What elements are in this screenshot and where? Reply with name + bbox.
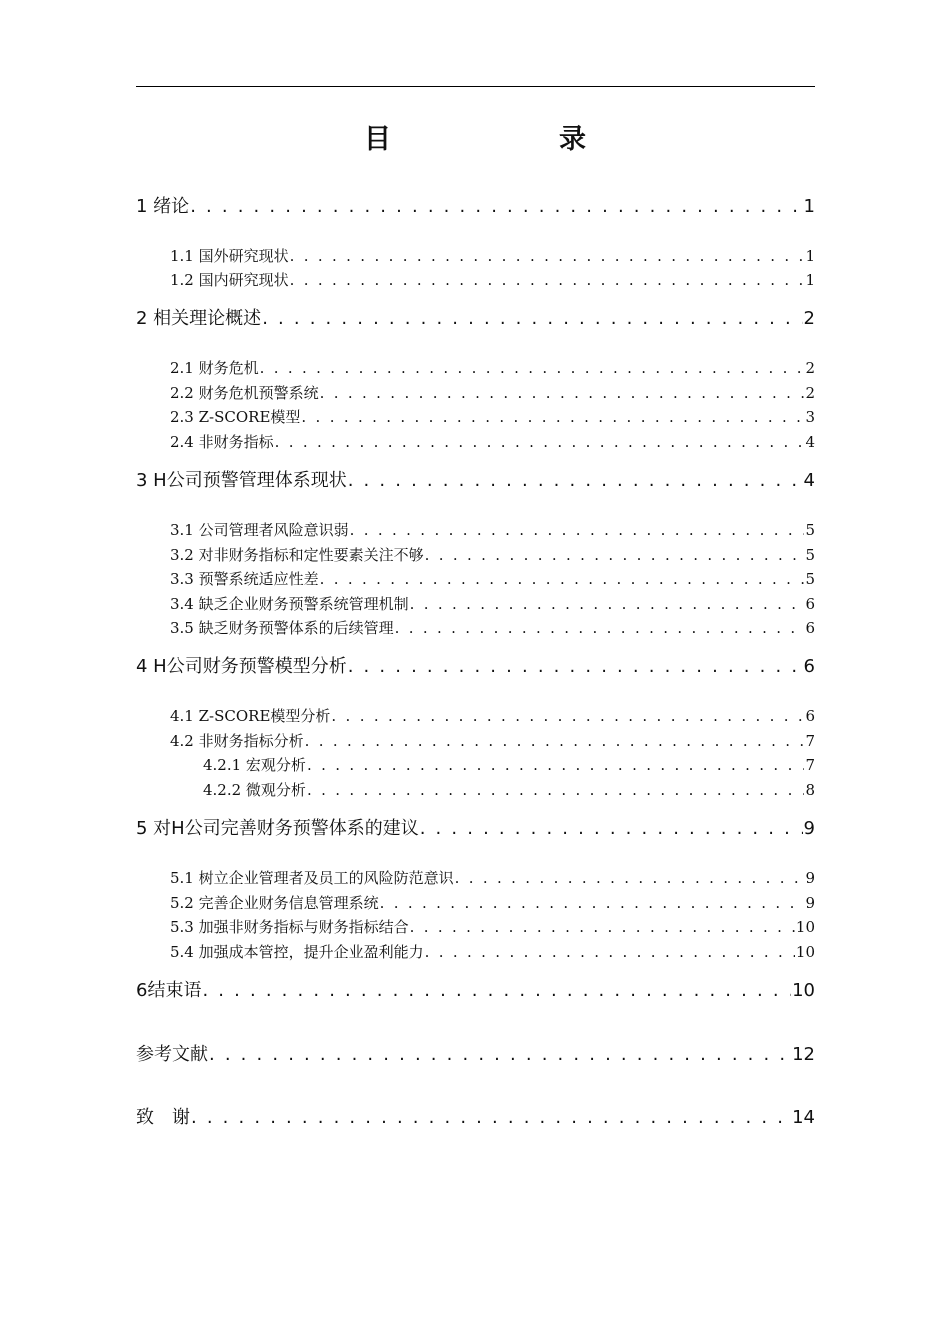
toc-entry-page: 5	[805, 521, 815, 539]
dot-leader	[275, 432, 805, 452]
toc-entry-4-2[interactable]	[170, 731, 815, 751]
toc-entry-2-1[interactable]	[170, 358, 815, 378]
toc-entry-5-3[interactable]	[170, 917, 815, 937]
dot-leader	[425, 942, 795, 962]
dot-leader	[455, 868, 805, 888]
toc-entry-1[interactable]	[136, 195, 815, 219]
toc-entry-label: 3.5 缺乏财务预警体系的后续管理	[170, 619, 394, 637]
toc-entry-page: 1	[805, 247, 815, 265]
toc-entry-2-4[interactable]	[170, 432, 815, 452]
toc-entry-page: 7	[805, 732, 815, 750]
toc-entry-label: 4.2.2 微观分析	[203, 781, 306, 799]
dot-leader	[307, 755, 805, 775]
toc-entry-page: 6	[803, 656, 815, 677]
toc-entry-label: 3.2 对非财务指标和定性要素关注不够	[170, 546, 424, 564]
toc-entry-1-1[interactable]	[170, 246, 815, 266]
toc-entry-label: 致 谢	[136, 1107, 190, 1128]
dot-leader	[425, 545, 805, 565]
dot-leader	[331, 706, 804, 726]
toc-entry-page: 1	[805, 271, 815, 289]
toc-entry-label: 2.3 Z-SCORE模型	[170, 408, 301, 426]
toc-entry-5-2[interactable]	[170, 893, 815, 913]
toc-entry-label: 3.3 预警系统适应性差	[170, 570, 319, 588]
toc-entry-page: 6	[805, 707, 815, 725]
dot-leader	[290, 246, 805, 266]
dot-leader	[380, 893, 805, 913]
dot-leader	[348, 469, 803, 493]
toc-entry-references[interactable]	[136, 1043, 815, 1067]
dot-leader	[290, 270, 805, 290]
toc-entry-3-5[interactable]	[170, 618, 815, 638]
dot-leader	[420, 817, 803, 841]
toc-entry-label: 参考文献	[136, 1044, 208, 1065]
toc-entry-label: 1 绪论	[136, 196, 190, 217]
toc-title: 目 录	[364, 124, 624, 155]
toc-entry-4-2-1[interactable]	[203, 755, 815, 775]
toc-entry-label: 5.1 树立企业管理者及员工的风险防范意识	[170, 869, 454, 887]
toc-entry-page: 2	[805, 359, 815, 377]
toc-entry-page: 3	[805, 408, 815, 426]
dot-leader	[209, 1043, 791, 1067]
toc-entry-page: 4	[803, 470, 815, 491]
toc-entry-2-3[interactable]	[170, 407, 815, 427]
toc-entry-page: 2	[805, 384, 815, 402]
dot-leader	[202, 979, 791, 1003]
toc-entry-page: 7	[805, 756, 815, 774]
dot-leader	[262, 307, 802, 331]
dot-leader	[320, 383, 805, 403]
toc-entry-5-4[interactable]	[170, 942, 815, 962]
toc-entry-page: 10	[792, 980, 815, 1001]
toc-entry-page: 10	[795, 943, 815, 961]
toc-entry-label: 4.1 Z-SCORE模型分析	[170, 707, 331, 725]
toc-entry-page: 9	[803, 818, 815, 839]
dot-leader	[301, 407, 804, 427]
toc-entry-label: 2.2 财务危机预警系统	[170, 384, 319, 402]
toc-entry-3-3[interactable]	[170, 569, 815, 589]
dot-leader	[410, 917, 795, 937]
toc-entry-page: 9	[805, 869, 815, 887]
dot-leader	[307, 780, 805, 800]
toc-entry-page: 5	[805, 570, 815, 588]
toc-entry-page: 12	[792, 1044, 815, 1065]
toc-entry-2-2[interactable]	[170, 383, 815, 403]
toc-entry-5-1[interactable]	[170, 868, 815, 888]
toc-entry-1-2[interactable]	[170, 270, 815, 290]
toc-entry-4-1[interactable]	[170, 706, 815, 726]
toc-entry-3-4[interactable]	[170, 594, 815, 614]
dot-leader	[348, 655, 803, 679]
toc-entry-page: 9	[805, 894, 815, 912]
dot-leader	[190, 195, 802, 219]
toc-entry-label: 2.4 非财务指标	[170, 433, 274, 451]
toc-entry-3-2[interactable]	[170, 545, 815, 565]
toc-entry-6[interactable]	[136, 979, 815, 1003]
toc-entry-label: 2.1 财务危机	[170, 359, 259, 377]
toc-entry-4-2-2[interactable]	[203, 780, 815, 800]
dot-leader	[320, 569, 805, 589]
toc-entry-page: 1	[803, 196, 815, 217]
toc-entry-page: 6	[805, 619, 815, 637]
toc-entry-2[interactable]	[136, 307, 815, 331]
toc-entry-5[interactable]	[136, 817, 815, 841]
dot-leader	[350, 520, 805, 540]
toc-entry-label: 5.2 完善企业财务信息管理系统	[170, 894, 379, 912]
toc-entry-4[interactable]	[136, 655, 815, 679]
toc-entry-label: 3 H公司预警管理体系现状	[136, 470, 347, 491]
toc-entry-label: 5.3 加强非财务指标与财务指标结合	[170, 918, 409, 936]
toc-entry-page: 14	[792, 1107, 815, 1128]
dot-leader	[191, 1106, 791, 1130]
dot-leader	[260, 358, 805, 378]
toc-entry-label: 1.2 国内研究现状	[170, 271, 289, 289]
toc-entry-label: 4 H公司财务预警模型分析	[136, 656, 347, 677]
toc-entry-3[interactable]	[136, 469, 815, 493]
toc-entry-acknowledgements[interactable]	[136, 1106, 815, 1130]
dot-leader	[395, 618, 805, 638]
toc-entry-page: 10	[795, 918, 815, 936]
toc-entry-label: 5 对H公司完善财务预警体系的建议	[136, 818, 419, 839]
toc-entry-page: 5	[805, 546, 815, 564]
toc-entry-label: 2 相关理论概述	[136, 308, 262, 329]
dot-leader	[410, 594, 805, 614]
toc-entry-label: 5.4 加强成本管控，提升企业盈利能力	[170, 943, 424, 961]
toc-entry-label: 3.1 公司管理者风险意识弱	[170, 521, 349, 539]
toc-entry-label: 1.1 国外研究现状	[170, 247, 289, 265]
toc-entry-page: 2	[803, 308, 815, 329]
toc-entry-label: 6结束语	[136, 980, 202, 1001]
toc-entry-label: 3.4 缺乏企业财务预警系统管理机制	[170, 595, 409, 613]
toc-entry-page: 4	[805, 433, 815, 451]
toc-entry-label: 4.2 非财务指标分析	[170, 732, 304, 750]
toc-entry-page: 6	[805, 595, 815, 613]
toc-entry-page: 8	[805, 781, 815, 799]
toc-entry-label: 4.2.1 宏观分析	[203, 756, 306, 774]
toc-entry-3-1[interactable]	[170, 520, 815, 540]
dot-leader	[305, 731, 805, 751]
